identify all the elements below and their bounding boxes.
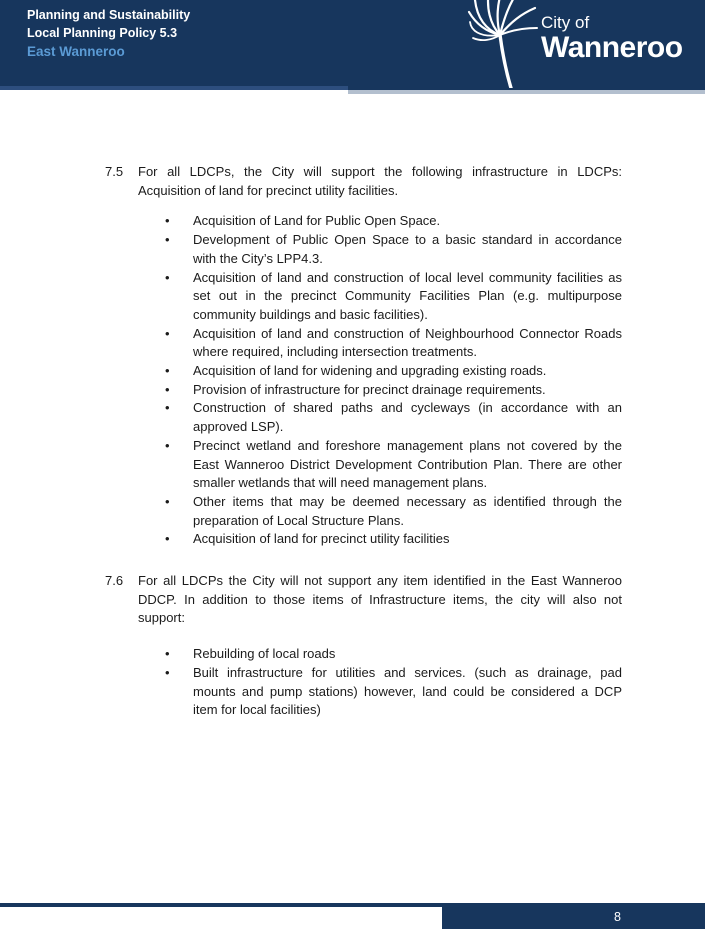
bullet-list [165, 645, 622, 720]
list-item-text: Acquisition of land for precinct utility facilities [193, 531, 450, 547]
list-item-text: Acquisition of land and construction of Neighbourhood Connector Roads where required, including intersection treatments. [193, 325, 622, 360]
list-item-text: Acquisition of Land for Public Open Space. [193, 213, 441, 229]
clause-number: 7.5 [105, 164, 124, 179]
clause-number: 7.6 [105, 573, 124, 589]
department-title: Planning and Sustainability [27, 8, 191, 22]
list-item-text: Acquisition of land and construction of local level community facilities as set out in the precinct Community Facilities Plan (e.g. multipurpose community buildings and basic facilities). [193, 269, 622, 322]
bullet-icon: • [165, 664, 170, 680]
list-item [165, 399, 622, 436]
bullet-icon: • [165, 646, 170, 662]
bullet-icon: • [165, 437, 170, 453]
bullet-icon: • [165, 493, 170, 509]
list-item [165, 212, 622, 231]
list-item-text: Acquisition of land for widening and upgrading existing roads. [193, 363, 547, 379]
document-body [0, 163, 705, 720]
bullet-list [165, 212, 622, 549]
clause-7-5 [105, 163, 622, 549]
clause-text: For all LDCPs the City will not support any item identified in the East Wanneroo DDCP. In addition to those items of Infrastructure items, the city will also not support: [138, 573, 622, 626]
footer-page-number-block [442, 907, 705, 929]
clause-7-6 [105, 572, 622, 720]
logo-text [541, 13, 689, 63]
list-item-text: Development of Public Open Space to a basic standard in accordance with the City’s LPP4.3. [193, 232, 622, 266]
list-item [165, 664, 622, 720]
list-item [165, 269, 622, 325]
bullet-icon: • [165, 232, 170, 248]
list-item [165, 437, 622, 493]
bullet-icon: • [165, 325, 170, 341]
header-titles [27, 7, 190, 61]
page-header [0, 0, 705, 90]
list-item-text: Built infrastructure for utilities and services. (such as drainage, pad mounts and pump stations) however, land could be considered a DCP item for local facilities) [193, 664, 622, 718]
list-item-text: Precinct wetland and foreshore management plans not covered by the East Wanneroo District Development Contribution Plan. There are other smaller wetlands that will need management plans. [193, 437, 622, 491]
header-accent-strip-left [0, 86, 348, 90]
list-item [165, 645, 622, 664]
policy-title: Local Planning Policy 5.3 [27, 25, 178, 40]
list-item [165, 362, 622, 381]
bullet-icon: • [165, 363, 170, 379]
list-item-text: Other items that may be deemed necessary as identified through the preparation of Local Structure Plans. [193, 493, 622, 528]
list-item [165, 381, 622, 400]
logo-wanneroo: Wanneroo [541, 31, 683, 64]
list-item [165, 530, 622, 549]
page-number: 8 [614, 910, 621, 924]
list-item-text: Rebuilding of local roads [193, 646, 336, 662]
bullet-icon: • [165, 381, 170, 397]
logo-city-of: City of [541, 13, 590, 32]
document-subtitle: East Wanneroo [27, 44, 125, 59]
grass-tree-icon [467, 0, 539, 88]
header-accent-strip-right [348, 90, 705, 94]
list-item [165, 231, 622, 268]
bullet-icon: • [165, 213, 170, 229]
list-item-text: Provision of infrastructure for precinct drainage requirements. [193, 381, 546, 397]
list-item [165, 325, 622, 362]
bullet-icon: • [165, 531, 170, 547]
list-item [165, 493, 622, 530]
bullet-icon: • [165, 400, 170, 416]
bullet-icon: • [165, 269, 170, 285]
list-item-text: Construction of shared paths and cycleways (in accordance with an approved LSP). [193, 400, 622, 435]
clause-text: For all LDCPs, the City will support the following infrastructure in LDCPs: Acquisition of land for precinct utility facilities. [138, 164, 622, 198]
